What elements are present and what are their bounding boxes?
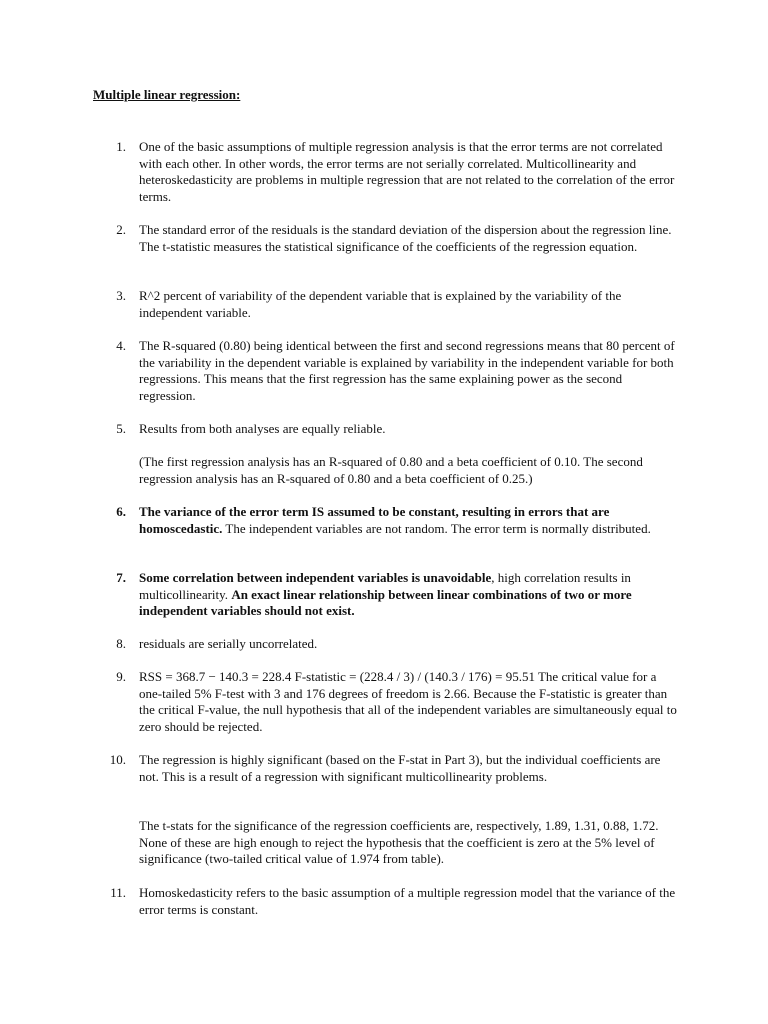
item-paragraph	[139, 222, 679, 255]
item-number: 7.	[116, 570, 126, 585]
item-number: 6.	[116, 504, 126, 519]
body-text: RSS = 368.7 − 140.3 = 228.4 F-statistic = (228.4 / 3) / (140.3 / 176) = 95.51 The critical value for a one-tailed 5% F-test with 3 and 176 degrees of freedom is 2.66. Because the F-statistic is greater than the critical F-value, the null hypothesis that all of the independent variables are simultaneously equal to zero should be rejected.	[139, 669, 677, 734]
body-text: Homoskedasticity refers to the basic assumption of a multiple regression model that the variance of the error terms is constant.	[139, 885, 676, 917]
item-paragraph	[139, 636, 679, 653]
item-paragraph	[139, 570, 679, 620]
item-paragraph	[139, 885, 679, 918]
item-paragraph	[139, 669, 679, 735]
document-title: Multiple linear regression:	[93, 87, 241, 102]
body-text: , high correlation results in multicollinearity.	[139, 570, 631, 602]
item-number: 2.	[116, 222, 126, 237]
bold-text: An exact linear relationship between linear combinations of two or more independent variables should not exist.	[139, 586, 632, 619]
body-text: The independent variables are not random. The error term is normally distributed.	[222, 520, 651, 536]
item-paragraph	[139, 818, 679, 868]
body-text: One of the basic assumptions of multiple regression analysis is that the error terms are not correlated with each other. In other words, the error terms are not serially correlated. Multicollinearity and heteroskedasticity are problems in multiple regression that are not related to the correlation of the error terms.	[139, 139, 675, 204]
item-paragraph	[139, 504, 679, 537]
item-number: 3.	[116, 288, 126, 303]
item-paragraph	[139, 421, 679, 438]
item-number: 1.	[116, 139, 126, 154]
bold-text: Some correlation between independent variables is unavoidable	[139, 570, 492, 585]
item-number: 8.	[116, 636, 126, 651]
bold-text: The variance of the error term IS assumed to be constant, resulting in errors that are homoscedastic.	[139, 504, 610, 536]
body-text: The R-squared (0.80) being identical between the first and second regressions means that 80 percent of the variability in the dependent variable is explained by variability in the independent variable for both regressions. This means that the first regression has the same explaining power as the second regression.	[139, 338, 675, 403]
body-text: The t-stats for the significance of the regression coefficients are, respectively, 1.89, 1.31, 0.88, 1.72. None of these are high enough to reject the hypothesis that the coefficient is zero at the 5% level of significance (two-tailed critical value of 1.974 from table).	[139, 818, 659, 867]
body-text: residuals are serially uncorrelated.	[139, 636, 318, 651]
item-number: 4.	[116, 338, 126, 353]
item-number: 11.	[110, 885, 126, 900]
body-text: The standard error of the residuals is the standard deviation of the dispersion about the regression line. The t-statistic measures the statistical significance of the coefficients of the regression equation.	[139, 222, 672, 254]
item-number: 5.	[116, 421, 126, 436]
item-paragraph	[139, 338, 679, 404]
body-text: (The first regression analysis has an R-squared of 0.80 and a beta coefficient of 0.10. The second regression analysis has an R-squared of 0.80 and a beta coefficient of 0.25.)	[139, 454, 643, 486]
body-text: Results from both analyses are equally reliable.	[139, 421, 386, 436]
body-text: The regression is highly significant (based on the F-stat in Part 3), but the individual coefficients are not. This is a result of a regression with significant multicollinearity problems.	[139, 752, 661, 784]
item-paragraph	[139, 752, 679, 785]
item-paragraph	[139, 139, 679, 205]
body-text: R^2 percent of variability of the dependent variable that is explained by the variability of the independent variable.	[139, 288, 622, 320]
item-number: 10.	[109, 752, 126, 767]
item-paragraph	[139, 454, 679, 487]
item-paragraph	[139, 288, 679, 321]
item-number: 9.	[116, 669, 126, 684]
